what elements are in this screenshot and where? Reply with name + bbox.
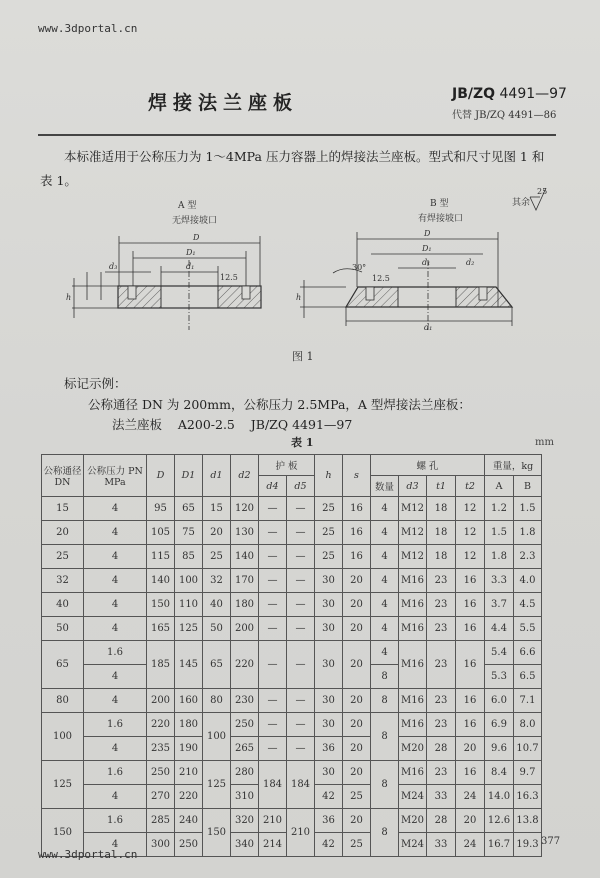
header-weight: 重量，kg [485,455,542,476]
header-d1: d1 [203,455,231,497]
header-qty: 数量 [371,476,399,497]
marking-line-1: 公称通径 DN 为 200mm，公称压力 2.5MPa，A 型焊接法兰座板： [88,397,471,412]
table-row: 125 1.6 250 210 125 280 184 184 30 20 8 M16 23 16 8.4 9.7 [42,761,542,785]
header-d4: d4 [259,476,287,497]
marking-label: 标记示例： [64,376,127,391]
watermark-bottom: www.3dportal.cn [38,848,138,861]
type-a-label: A 型 [178,201,197,211]
svg-text:d₁: d₁ [422,258,431,267]
figure-caption: 图 1 [292,350,314,363]
svg-text:30°: 30° [352,263,367,272]
header-s: s [343,455,371,497]
header-divider [38,134,556,136]
dimensions-table [41,454,542,857]
table-row: 4 270 220 310 42 25 M24 33 24 14.0 16.3 [42,785,542,809]
header-guard-plate: 护 板 [259,455,315,476]
table-row: 4 235 190 265 — — 36 20 M20 28 20 9.6 10.7 [42,737,542,761]
header-weight-b: B [514,476,542,497]
svg-text:D: D [424,229,431,238]
page-title: 焊接法兰座板 [148,92,299,114]
table-unit: mm [535,437,554,448]
svg-text:h: h [296,293,302,302]
page-number: 377 [541,836,561,847]
watermark-top: www.3dportal.cn [38,22,138,35]
svg-text:12.5: 12.5 [372,274,390,283]
standard-prefix: JB/ZQ [452,86,496,102]
header-weight-a: A [485,476,514,497]
header-pn: 公称压力 PN MPa [84,455,147,497]
table-row: 100 1.6 220 180 100 250 — — 30 20 8 M16 23 16 6.9 8.0 [42,713,542,737]
intro-line-2: 表 1。 [40,173,77,188]
table-row: 15 4 95 65 15 120 — — 25 16 4 M12 18 12 1.2 1.5 [42,497,542,521]
header-dn: 公称通径 DN [42,455,84,497]
table-row: 80 4 200 160 80 230 — — 30 20 8 M16 23 16 6.0 7.1 [42,689,542,713]
roughness-rest-label: 其余 [512,198,531,208]
svg-text:12.5: 12.5 [220,273,238,282]
table-row: 150 1.6 285 240 150 320 210 210 36 20 8 M20 28 20 12.6 13.8 [42,809,542,833]
intro-line-1: 本标准适用于公称压力为 1～4MPa 压力容器上的焊接法兰座板。型式和尺寸见图 1 和 [64,149,545,164]
table-row: 25 4 115 85 25 140 — — 25 16 4 M12 18 12 1.8 2.3 [42,545,542,569]
svg-text:D: D [193,233,200,242]
header-bolt-holes: 螺 孔 [371,455,485,476]
header-d3: d3 [399,476,427,497]
table-row: 32 4 140 100 32 170 — — 30 20 4 M16 23 16 3.3 4.0 [42,569,542,593]
table-row: 20 4 105 75 20 130 — — 25 16 4 M12 18 12 1.5 1.8 [42,521,542,545]
type-b-label: B 型 [430,199,449,209]
svg-text:h: h [66,293,72,302]
header-D: D [147,455,175,497]
type-a-section [72,236,261,330]
svg-text:D₁: D₁ [422,244,432,253]
header-h: h [315,455,343,497]
svg-text:d₁: d₁ [186,262,195,271]
marking-line-2: 法兰座板 A200-2.5 JB/ZQ 4491—97 [112,417,353,432]
header-t1: t1 [427,476,456,497]
replaces-standard: 代替 JB/ZQ 4491—86 [452,110,557,121]
standard-number [452,86,567,102]
svg-text:d₁: d₁ [424,323,433,332]
table-row: 50 4 165 125 50 200 — — 30 20 4 M16 23 16 4.4 5.5 [42,617,542,641]
flange-drawing [0,180,600,350]
type-b-desc: 有焊接坡口 [418,214,464,224]
svg-text:d₃: d₃ [109,262,118,271]
table-row: 4 300 250 340 214 42 25 M24 33 24 16.7 19.3 [42,833,542,857]
table-row: 65 1.6 185 145 65 220 — — 30 20 4 M16 23 16 5.4 6.6 [42,641,542,665]
type-a-desc: 无焊接坡口 [172,216,218,226]
table-row: 4 8 5.3 6.5 [42,665,542,689]
header-d5: d5 [287,476,315,497]
svg-text:25: 25 [537,187,548,196]
header-d2: d2 [231,455,259,497]
svg-text:d₂: d₂ [466,258,475,267]
header-D1: D1 [175,455,203,497]
table-row: 40 4 150 110 40 180 — — 30 20 4 M16 23 16 3.7 4.5 [42,593,542,617]
table-caption: 表 1 [291,436,314,449]
svg-text:D₁: D₁ [186,248,196,257]
header-t2: t2 [456,476,485,497]
type-b-section [300,232,512,330]
standard-code: 4491—97 [499,86,567,102]
